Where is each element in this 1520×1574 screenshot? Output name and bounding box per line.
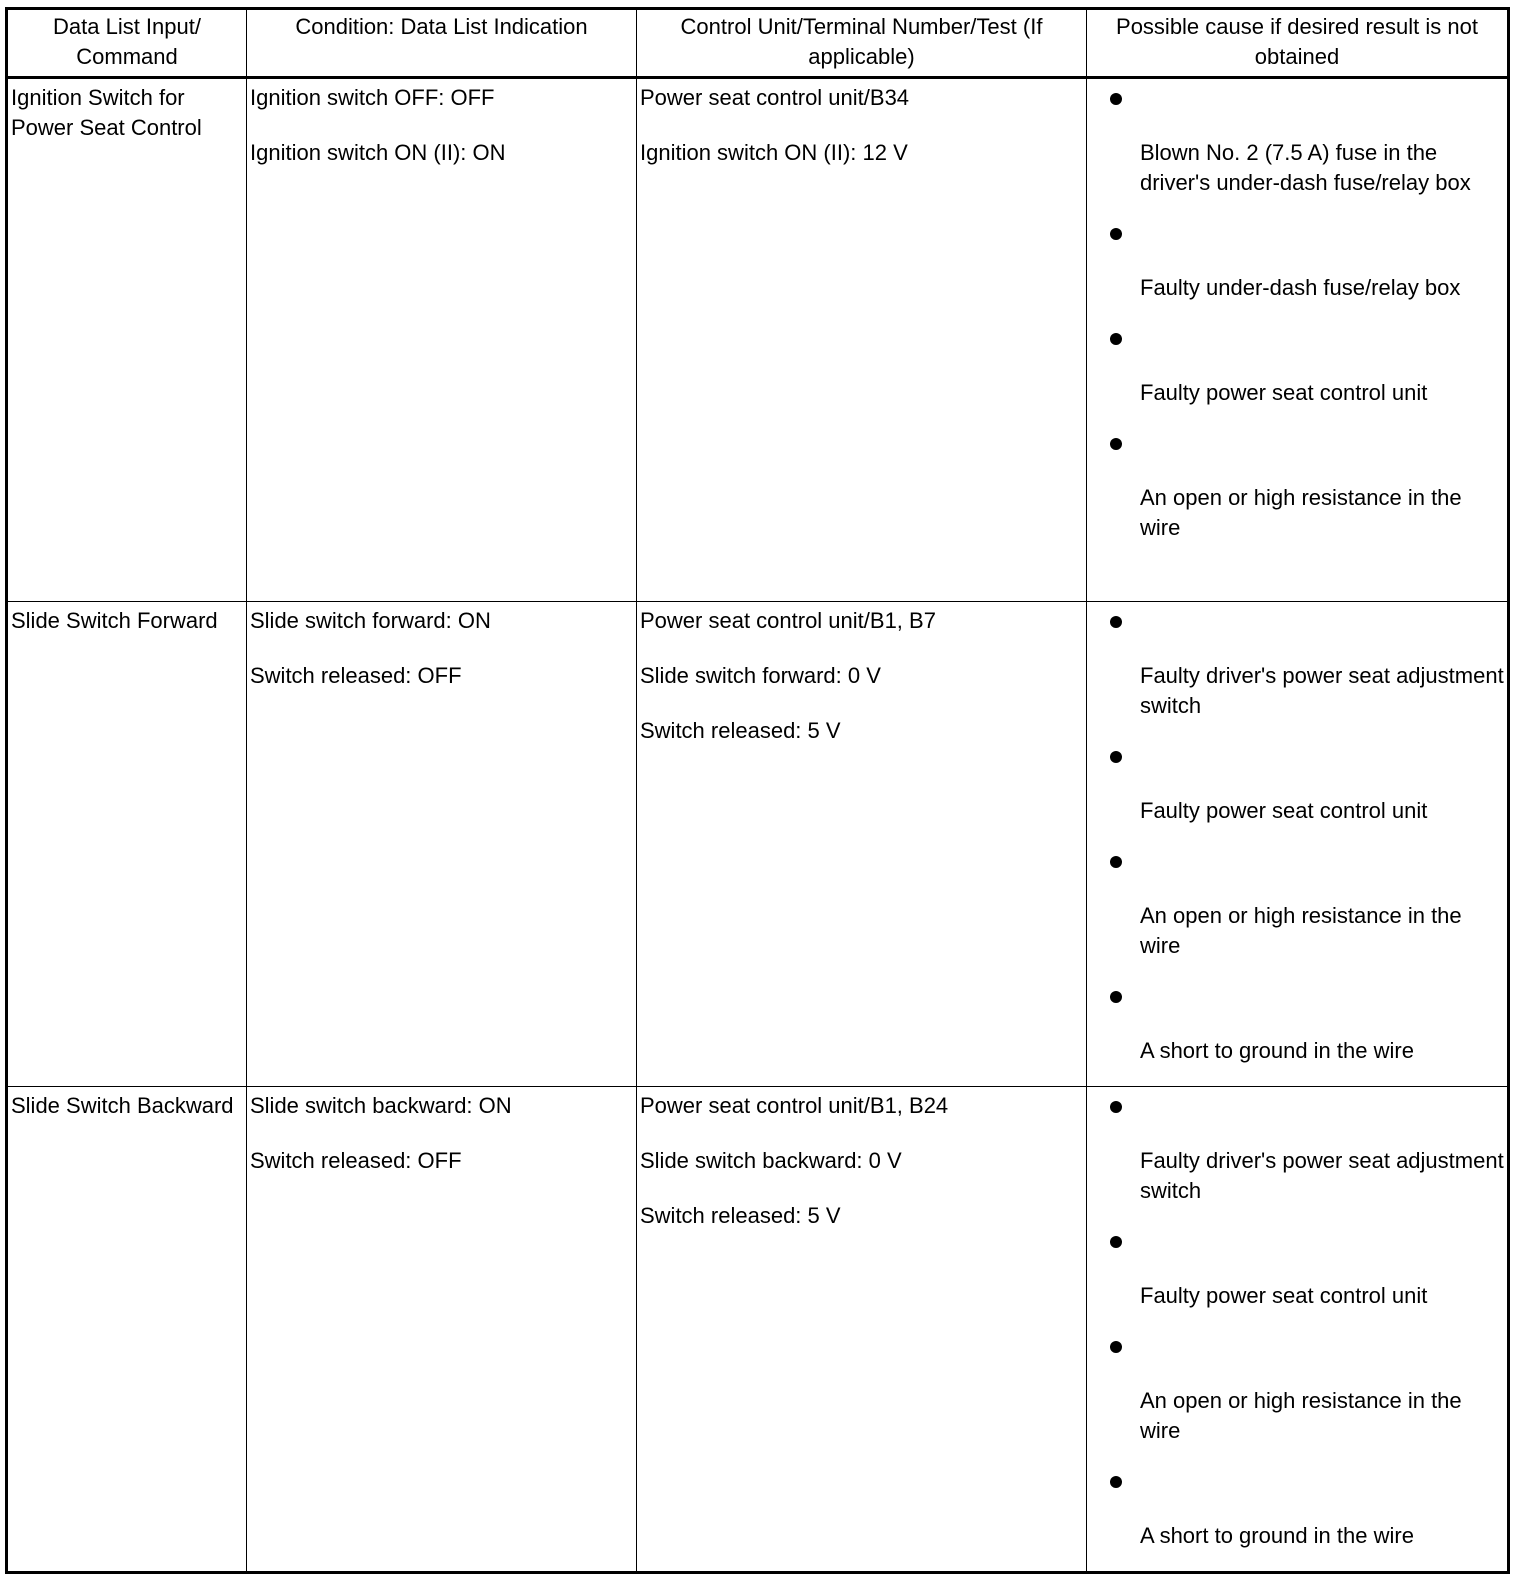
cell-control xyxy=(637,1087,1087,1573)
control-line: Switch released: 5 V xyxy=(640,1203,841,1228)
cause-item xyxy=(1090,1331,1504,1446)
cell-condition xyxy=(247,1087,637,1573)
header-control-unit: Control Unit/Terminal Number/Test (If applicable) xyxy=(637,9,1087,78)
cause-item xyxy=(1090,1091,1504,1206)
cell-condition xyxy=(247,602,637,1087)
bullet-icon xyxy=(1090,1226,1504,1281)
condition-line: Slide switch backward: ON xyxy=(250,1093,512,1118)
control-line: Slide switch backward: 0 V xyxy=(640,1148,902,1173)
cause-item xyxy=(1090,83,1504,198)
cause-item xyxy=(1090,428,1504,543)
cause-text: Faulty power seat control unit xyxy=(1140,380,1428,405)
header-condition: Condition: Data List Indication xyxy=(247,9,637,78)
cause-list xyxy=(1090,1091,1504,1551)
cause-item xyxy=(1090,981,1504,1066)
cause-text: An open or high resistance in the wire xyxy=(1140,485,1462,540)
cause-item xyxy=(1090,323,1504,408)
cause-item xyxy=(1090,846,1504,961)
cell-causes xyxy=(1087,602,1509,1087)
cause-text: A short to ground in the wire xyxy=(1140,1523,1414,1548)
cell-input: Ignition Switch for Power Seat Control xyxy=(7,78,247,602)
diagnostic-data-table xyxy=(5,7,1510,1574)
control-line: Power seat control unit/B1, B7 xyxy=(640,608,936,633)
table-header xyxy=(7,9,1509,78)
bullet-icon xyxy=(1090,846,1504,901)
cause-item xyxy=(1090,1226,1504,1311)
cell-condition xyxy=(247,78,637,602)
condition-line: Slide switch forward: ON xyxy=(250,608,491,633)
bullet-icon xyxy=(1090,1331,1504,1386)
bullet-icon xyxy=(1090,218,1504,273)
bullet-icon xyxy=(1090,981,1504,1036)
cause-item xyxy=(1090,1466,1504,1551)
cell-control xyxy=(637,78,1087,602)
table-row xyxy=(7,602,1509,1087)
cause-item xyxy=(1090,606,1504,721)
cell-input: Slide Switch Forward xyxy=(7,602,247,1087)
control-line: Switch released: 5 V xyxy=(640,718,841,743)
cause-text: An open or high resistance in the wire xyxy=(1140,903,1462,958)
cause-text: A short to ground in the wire xyxy=(1140,1038,1414,1063)
cause-text: Faulty under-dash fuse/relay box xyxy=(1140,275,1461,300)
bullet-icon xyxy=(1090,83,1504,138)
table-row xyxy=(7,1087,1509,1573)
condition-line: Switch released: OFF xyxy=(250,663,462,688)
table-row xyxy=(7,78,1509,602)
cause-text: Faulty power seat control unit xyxy=(1140,1283,1428,1308)
cause-text: An open or high resistance in the wire xyxy=(1140,1388,1462,1443)
cause-item xyxy=(1090,741,1504,826)
cause-text: Faulty driver's power seat adjustment switch xyxy=(1140,663,1504,718)
control-line: Power seat control unit/B34 xyxy=(640,85,910,110)
cause-text: Faulty driver's power seat adjustment switch xyxy=(1140,1148,1504,1203)
header-input-command: Data List Input/ Command xyxy=(7,9,247,78)
cell-causes xyxy=(1087,1087,1509,1573)
condition-line: Ignition switch OFF: OFF xyxy=(250,85,495,110)
cell-input: Slide Switch Backward xyxy=(7,1087,247,1573)
cause-item xyxy=(1090,218,1504,303)
control-line: Power seat control unit/B1, B24 xyxy=(640,1093,949,1118)
cell-control xyxy=(637,602,1087,1087)
cause-list xyxy=(1090,83,1504,543)
bullet-icon xyxy=(1090,606,1504,661)
bullet-icon xyxy=(1090,1091,1504,1146)
cell-causes xyxy=(1087,78,1509,602)
header-possible-cause: Possible cause if desired result is not obtained xyxy=(1087,9,1509,78)
bullet-icon xyxy=(1090,741,1504,796)
bullet-icon xyxy=(1090,428,1504,483)
cause-text: Blown No. 2 (7.5 A) fuse in the driver's under-dash fuse/relay box xyxy=(1140,140,1471,195)
control-line: Slide switch forward: 0 V xyxy=(640,663,881,688)
condition-line: Ignition switch ON (II): ON xyxy=(250,140,506,165)
cause-text: Faulty power seat control unit xyxy=(1140,798,1428,823)
bullet-icon xyxy=(1090,323,1504,378)
condition-line: Switch released: OFF xyxy=(250,1148,462,1173)
cause-list xyxy=(1090,606,1504,1066)
control-line: Ignition switch ON (II): 12 V xyxy=(640,140,908,165)
bullet-icon xyxy=(1090,1466,1504,1521)
